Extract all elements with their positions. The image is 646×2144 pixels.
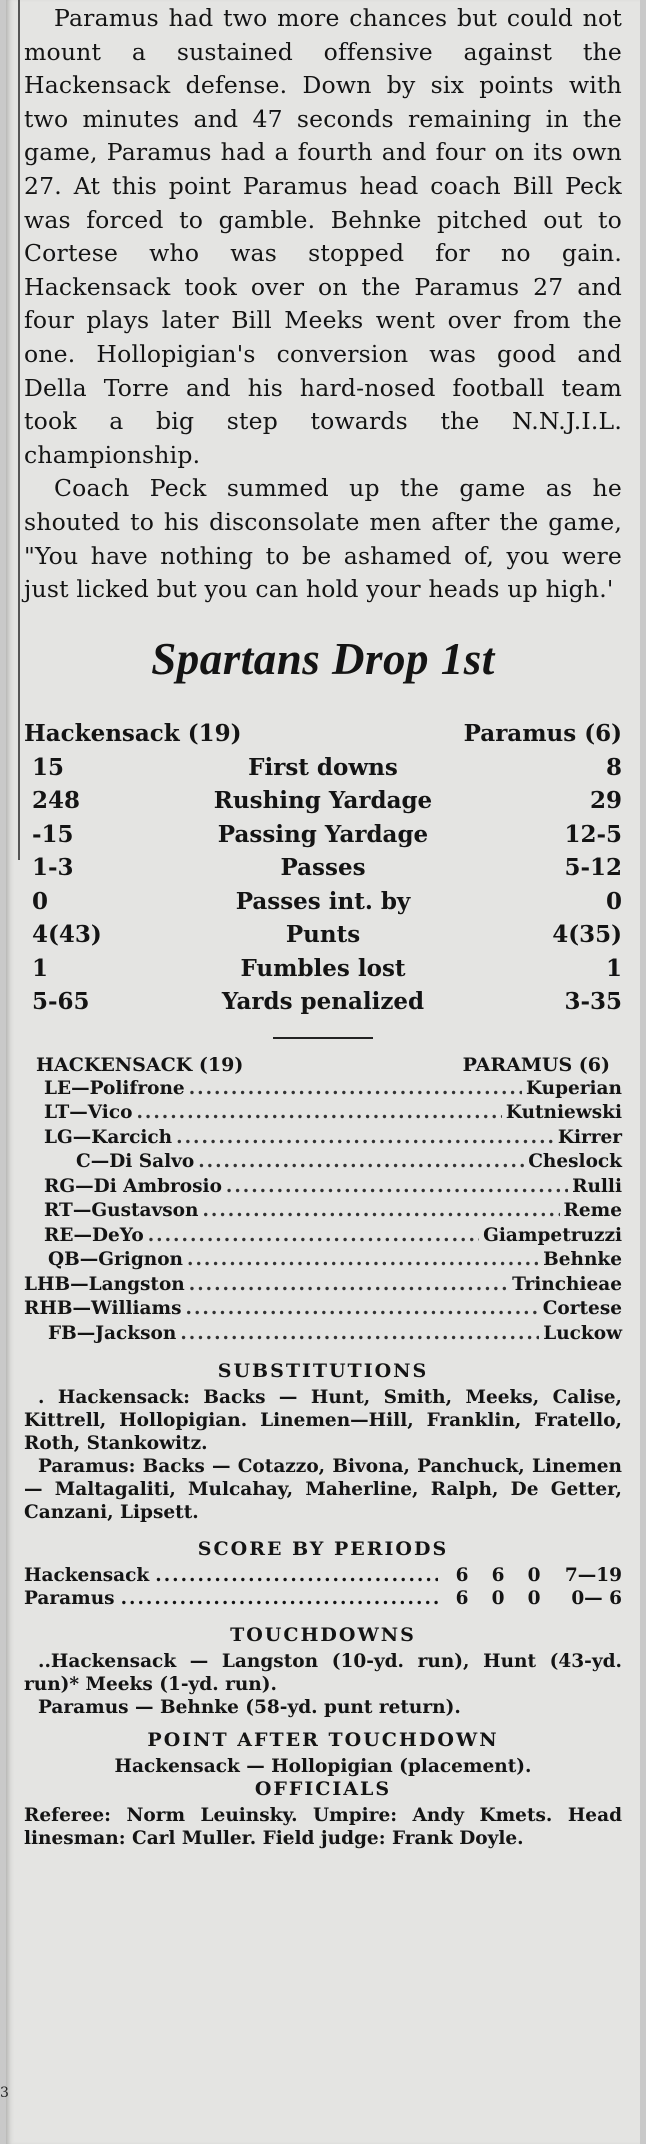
lineup-paramus-player: Reme [563,1200,622,1222]
lineup-paramus-player: Kirrer [557,1126,622,1148]
leader-dots [180,1322,539,1347]
score-q1: 6 [455,1565,469,1587]
headline: Spartans Drop 1st [151,633,495,684]
score-q1: 6 [455,1588,469,1610]
score-q4-total: 0— 6 [571,1588,622,1610]
lineup-row [24,1126,622,1151]
score-q3: 0 [527,1588,541,1610]
lineup-list [24,1077,622,1347]
score-q4-total: 7—19 [564,1565,622,1587]
stat-home-value: 1-3 [32,854,74,882]
touchdowns-hackensack: ..Hackensack — Langston (10-yd. run), Hunt (43-yd. run)* Meeks (1-yd. run). [24,1651,622,1696]
stat-home-value: 0 [32,887,49,915]
lineup-hackensack-player: QB—Grignon [48,1249,184,1271]
stat-home-value: 15 [32,753,65,781]
leader-dots [148,1224,479,1249]
stat-label: Punts [285,921,361,949]
lineup-row [24,1101,622,1126]
column-rule [18,0,20,860]
stat-row [24,818,622,852]
leader-dots [121,1587,438,1610]
lineup-row [24,1273,622,1298]
lineup-hackensack-player: RHB—Williams [24,1298,182,1320]
stat-home-value: -15 [32,820,74,848]
score-q3: 0 [527,1565,541,1587]
stat-home-value: 5-65 [32,988,90,1016]
lineup-row [24,1077,622,1102]
edge-mark: 3 [0,2085,9,2101]
stat-label: Yards penalized [221,988,425,1016]
lineup-hackensack-player: RT—Gustavson [44,1200,199,1222]
stats-home-team: Hackensack (19) [24,719,242,747]
leader-dots [155,1564,438,1587]
stats-away-team: Paramus (6) [463,719,622,747]
lineup-row [24,1199,622,1224]
substitutions-title: SUBSTITUTIONS [217,1360,429,1383]
stat-away-value: 12-5 [564,820,622,848]
score-q2: 6 [491,1565,505,1587]
leader-dots [176,1126,554,1151]
leader-dots [186,1297,539,1322]
score-row [24,1564,622,1587]
newspaper-clipping [6,0,640,2144]
lineup-hackensack-player: LG—Karcich [44,1126,173,1148]
team-stats [24,717,622,1019]
touchdowns-paramus: Paramus — Behnke (58-yd. punt return). [38,1697,461,1719]
substitutions-hackensack: . Hackensack: Backs — Hunt, Smith, Meeks, Calise, Kittrell, Hollopigian. Linemen—Hill, Franklin, Fratello, Roth, Stankowitz. [24,1387,622,1455]
lineup-paramus-player: Giampetruzzi [483,1224,622,1246]
lineup-hackensack-player: LHB—Langston [24,1273,185,1295]
score-by-periods-title: SCORE BY PERIODS [197,1538,449,1561]
stat-row [24,985,622,1019]
story-paragraph-2: Coach Peck summed up the game as he shouted to his disconsolate men after the game, "You have nothing to be ashamed of, you were just licked but you can hold your heads up high.' [24,474,622,604]
leader-dots [189,1273,508,1298]
score-by-periods [24,1564,622,1610]
lineup-paramus-player: Cortese [542,1298,622,1320]
stat-label: Passes int. by [235,887,411,915]
lineup-row [24,1150,622,1175]
lineup-hackensack-player: LT—Vico [44,1102,133,1124]
lineup-paramus-player: Kuperian [525,1077,622,1099]
stat-row [24,885,622,919]
lineup-paramus-player: Kutniewski [505,1102,622,1124]
leader-dots [198,1150,524,1175]
pat-text: Hackensack — Hollopigian (placement). [114,1756,532,1778]
lineup-home-header: HACKENSACK (19) [36,1053,244,1076]
stat-label: First downs [248,753,398,781]
lineup-hackensack-player: LE—Polifrone [44,1077,185,1099]
divider [273,1037,373,1039]
officials-text: Referee: Norm Leuinsky. Umpire: Andy Kmets. Head linesman: Carl Muller. Field judge: Frank Doyle. [24,1805,622,1850]
leader-dots [226,1175,568,1200]
stat-away-value: 4(35) [552,921,622,949]
stat-away-value: 29 [589,787,622,815]
leader-dots [202,1199,559,1224]
lineup-hackensack-player: C—Di Salvo [76,1151,195,1173]
lineup-row [24,1297,622,1322]
stat-away-value: 3-35 [564,988,622,1016]
lineup-row [24,1248,622,1273]
stat-home-value: 1 [32,954,49,982]
lineup-header [24,1053,622,1077]
story-paragraph-1: Paramus had two more chances but could not mount a sustained offensive against the Hackensack defense. Down by six points with two minutes and 47 seconds remaining in the game, Paramus had a fourth and four on its own 27. At this point Paramus head coach Bill Peck was forced to gamble. Behnke pitched out to Cortese who was stopped for no gain. Hackensack took over on the Paramus 27 and four plays later Bill Meeks went over from the one. Hollopigian's conversion was good and Della Torre and his hard-nosed football team took a big step towards the N.N.J.I.L. championship. [24,4,622,469]
lineup-paramus-player: Behnke [543,1249,622,1271]
stat-away-value: 8 [605,753,622,781]
touchdowns-title: TOUCHDOWNS [230,1624,416,1647]
stat-away-value: 5-12 [564,854,622,882]
score-team: Hackensack [24,1565,150,1587]
lineup-paramus-player: Luckow [543,1322,622,1344]
lineup-paramus-player: Rulli [572,1175,622,1197]
stat-row [24,851,622,885]
stat-row [24,918,622,952]
lineup-away-header: PARAMUS (6) [462,1053,610,1076]
stats-rows [24,751,622,1019]
lineup-row [24,1224,622,1249]
stat-label: Passes [280,854,366,882]
stat-label: Rushing Yardage [213,787,433,815]
leader-dots [136,1101,501,1126]
score-team: Paramus [24,1588,115,1610]
stat-home-value: 248 [32,787,81,815]
leader-dots [189,1077,522,1102]
stat-label: Passing Yardage [217,820,429,848]
pat-title: POINT AFTER TOUCHDOWN [147,1729,499,1752]
stats-header [24,717,622,751]
lineup-paramus-player: Trinchieae [512,1273,622,1295]
score-row [24,1587,622,1610]
stat-row [24,751,622,785]
score-q2: 0 [491,1588,505,1610]
officials-title: OFFICIALS [254,1778,392,1801]
substitutions-paramus: Paramus: Backs — Cotazzo, Bivona, Panchuck, Linemen — Maltagaliti, Mulcahay, Maherline, Ralph, De Getter, Canzani, Lipsett. [24,1456,622,1524]
lineup-paramus-player: Cheslock [528,1151,622,1173]
stat-away-value: 0 [605,887,622,915]
lineup-row [24,1322,622,1347]
stat-row [24,952,622,986]
stat-label: Fumbles lost [240,954,406,982]
leader-dots [187,1248,539,1273]
lineup-row [24,1175,622,1200]
stat-row [24,784,622,818]
lineup-hackensack-player: RE—DeYo [44,1224,144,1246]
stat-home-value: 4(43) [32,921,102,949]
lineup-hackensack-player: FB—Jackson [48,1322,177,1344]
stat-away-value: 1 [605,954,622,982]
lineup-hackensack-player: RG—Di Ambrosio [44,1175,222,1197]
